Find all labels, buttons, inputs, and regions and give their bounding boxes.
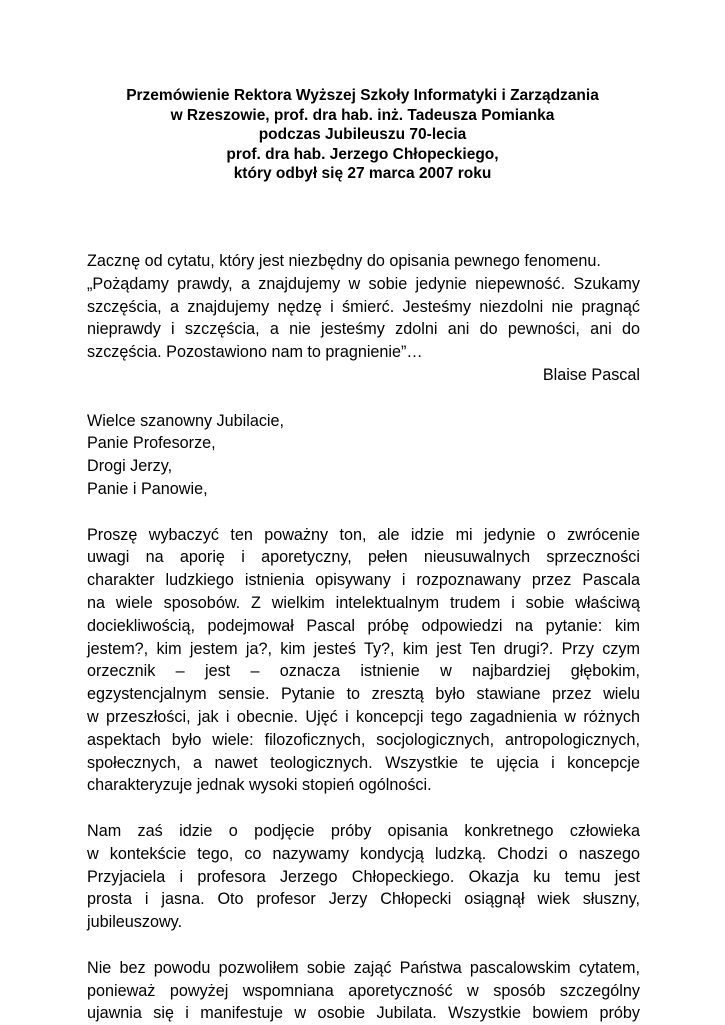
paragraph-line: w kontekście tego, co nazywamy kondycją ludzką. Chodzi o naszego xyxy=(87,844,640,863)
paragraph-1 xyxy=(87,524,640,798)
quote-author: Blaise Pascal xyxy=(542,365,640,384)
paragraph-line: ponieważ powyżej wspomniana aporetyczność w sposób szczególny xyxy=(87,981,640,1000)
paragraph-line: Nam zaś idzie o podjęcie próby opisania konkretnego człowieka xyxy=(87,821,640,840)
paragraph-line: uwagi na aporię i aporetyczny, pełen nieusuwalnych sprzeczności xyxy=(87,548,640,567)
salutation-line: Drogi Jerzy, xyxy=(87,457,173,476)
paragraph-line: jestem?, kim jestem ja?, kim jesteś Ty?, kim jest Ten drugi?. Przy czym xyxy=(87,639,640,658)
title-line: który odbył się 27 marca 2007 roku xyxy=(233,165,492,182)
quote-line: szczęścia. Pozostawiono nam to pragnienie”… xyxy=(87,343,423,362)
paragraph-line: dociekliwością, podejmował Pascal próbę odpowiedzi na pytanie: kim xyxy=(87,616,640,635)
paragraph-line: Przyjaciela i profesora Jerzego Chłopeckiego. Okazja ku temu jest xyxy=(87,867,640,886)
paragraph-line: jubileuszowy. xyxy=(87,913,183,932)
paragraph-line: orzecznik – jest – oznacza istnienie w najbardziej głębokim, xyxy=(87,662,640,681)
paragraph-line: ujawnia się i manifestuje w osobie Jubilata. Wszystkie bowiem próby xyxy=(87,1004,640,1023)
paragraph-line: charakter ludzkiego istnienia opisywany i rozpoznawany przez Pascala xyxy=(87,571,640,590)
speech-body xyxy=(87,250,640,1025)
paragraph-line: na wiele sposobów. Z wielkim intelektualnym trudem i sobie właściwą xyxy=(87,593,640,612)
quote-intro-line: Zacznę od cytatu, który jest niezbędny do opisania pewnego fenomenu. xyxy=(87,252,601,270)
quote-line: „Pożądamy prawdy, a znajdujemy w sobie jedynie niepewność. Szukamy xyxy=(87,274,640,293)
speech-title xyxy=(60,86,665,184)
paragraph-line: charakteryzuje jednak wysoki stopień ogólności. xyxy=(87,776,432,795)
paragraph-line: społecznych, a nawet teologicznych. Wszystkie te ujęcia i koncepcje xyxy=(87,753,640,772)
title-line: prof. dra hab. Jerzego Chłopeckiego, xyxy=(226,145,499,163)
salutation-line: Panie i Panowie, xyxy=(87,479,208,498)
paragraph-3 xyxy=(87,957,640,1025)
paragraph-line: Proszę wybaczyć ten poważny ton, ale idzie mi jedynie o zwrócenie xyxy=(87,525,640,544)
salutation xyxy=(87,410,640,501)
paragraph-line: w przeszłości, jak i obecnie. Ujęć i koncepcji tego zagadnienia w różnych xyxy=(87,707,640,726)
quote-line: nieprawdy i szczęścia, a nie jesteśmy zdolni ani do pewności, ani do xyxy=(87,320,640,339)
salutation-line: Wielce szanowny Jubilacie, xyxy=(87,411,285,430)
paragraph-2 xyxy=(87,820,640,934)
title-line: w Rzeszowie, prof. dra hab. inż. Tadeusza Pomianka xyxy=(170,106,555,124)
pascal-quote xyxy=(87,250,640,387)
title-line: podczas Jubileuszu 70-lecia xyxy=(258,126,467,143)
salutation-line: Panie Profesorze, xyxy=(87,434,216,453)
quote-line: szczęścia, a znajdujemy nędzę i śmierć. Jesteśmy niezdolni nie pragnąć xyxy=(87,297,640,316)
paragraph-line: prosta i jasna. Oto profesor Jerzy Chłopecki osiągnął wiek słuszny, xyxy=(87,890,640,909)
paragraph-line: egzystencjalnym sensie. Pytanie to zresztą było stawiane przez wielu xyxy=(87,685,640,704)
paragraph-line: aspektach było wiele: filozoficznych, socjologicznych, antropologicznych, xyxy=(87,730,640,749)
title-line: Przemówienie Rektora Wyższej Szkoły Informatyki i Zarządzania xyxy=(126,87,599,104)
paragraph-line: Nie bez powodu pozwoliłem sobie zająć Państwa pascalowskim cytatem, xyxy=(87,958,640,977)
